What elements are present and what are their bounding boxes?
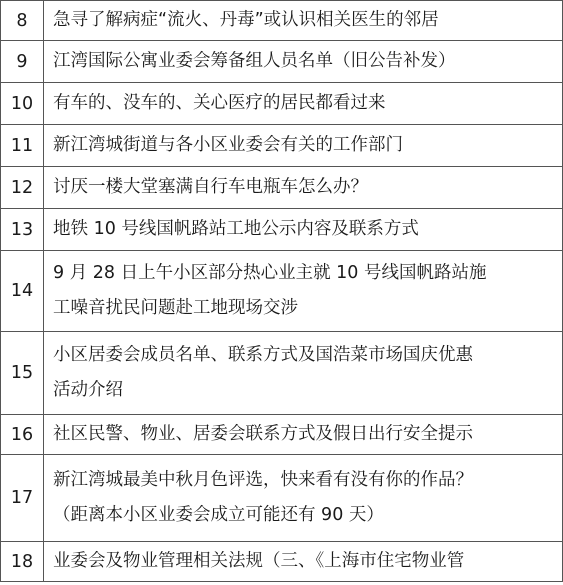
table-row [1, 415, 563, 455]
row-number: 14 [1, 251, 44, 332]
row-title-line: （距离本小区业委会成立可能还有 90 天） [53, 505, 384, 525]
row-title-line: 有车的、没车的、关心医疗的居民都看过来 [53, 93, 386, 113]
row-title-link[interactable] [44, 455, 563, 542]
row-title-link[interactable] [44, 415, 563, 455]
row-title-link[interactable] [44, 209, 563, 251]
table-row [1, 83, 563, 125]
table-row [1, 41, 563, 83]
row-title-line: 业委会及物业管理相关法规（三、《上海市住宅物业管 [53, 551, 465, 571]
row-title-line: 地铁 10 号线国帆路站工地公示内容及联系方式 [53, 219, 419, 239]
table-row [1, 251, 563, 332]
row-title-line: 社区民警、物业、居委会联系方式及假日出行安全提示 [53, 424, 473, 444]
row-title-link[interactable] [44, 1, 563, 41]
row-title-link[interactable] [44, 167, 563, 209]
row-title-link[interactable] [44, 542, 563, 582]
row-title-link[interactable] [44, 332, 563, 415]
row-title-line: 江湾国际公寓业委会筹备组人员名单（旧公告补发） [53, 51, 456, 71]
table-row [1, 167, 563, 209]
row-number: 9 [1, 41, 44, 83]
row-number: 15 [1, 332, 44, 415]
row-number: 16 [1, 415, 44, 455]
row-title-line: 讨厌一楼大堂塞满自行车电瓶车怎么办？ [53, 177, 368, 197]
table-row [1, 542, 563, 582]
table-row [1, 125, 563, 167]
row-title-link[interactable] [44, 83, 563, 125]
row-number: 8 [1, 1, 44, 41]
row-number: 18 [1, 542, 44, 582]
row-title-line: 活动介绍 [53, 380, 123, 400]
row-title-link[interactable] [44, 251, 563, 332]
table-row [1, 332, 563, 415]
table-row [1, 455, 563, 542]
row-number: 13 [1, 209, 44, 251]
table-row [1, 209, 563, 251]
row-number: 10 [1, 83, 44, 125]
row-title-line: 小区居委会成员名单、联系方式及国浩菜市场国庆优惠 [53, 345, 473, 365]
row-title-line: 工噪音扰民问题赴工地现场交涉 [53, 298, 298, 318]
row-title-line: 急寻了解病症“流火、丹毒”或认识相关医生的邻居 [53, 10, 439, 30]
row-number: 11 [1, 125, 44, 167]
row-title-line: 9 月 28 日上午小区部分热心业主就 10 号线国帆路站施 [53, 263, 487, 283]
row-number: 12 [1, 167, 44, 209]
row-title-link[interactable] [44, 41, 563, 83]
row-number: 17 [1, 455, 44, 542]
row-title-line: 新江湾城街道与各小区业委会有关的工作部门 [53, 135, 403, 155]
row-title-line: 新江湾城最美中秋月色评选，快来看有没有你的作品？ [53, 470, 473, 490]
table-row [1, 1, 563, 41]
row-title-link[interactable] [44, 125, 563, 167]
